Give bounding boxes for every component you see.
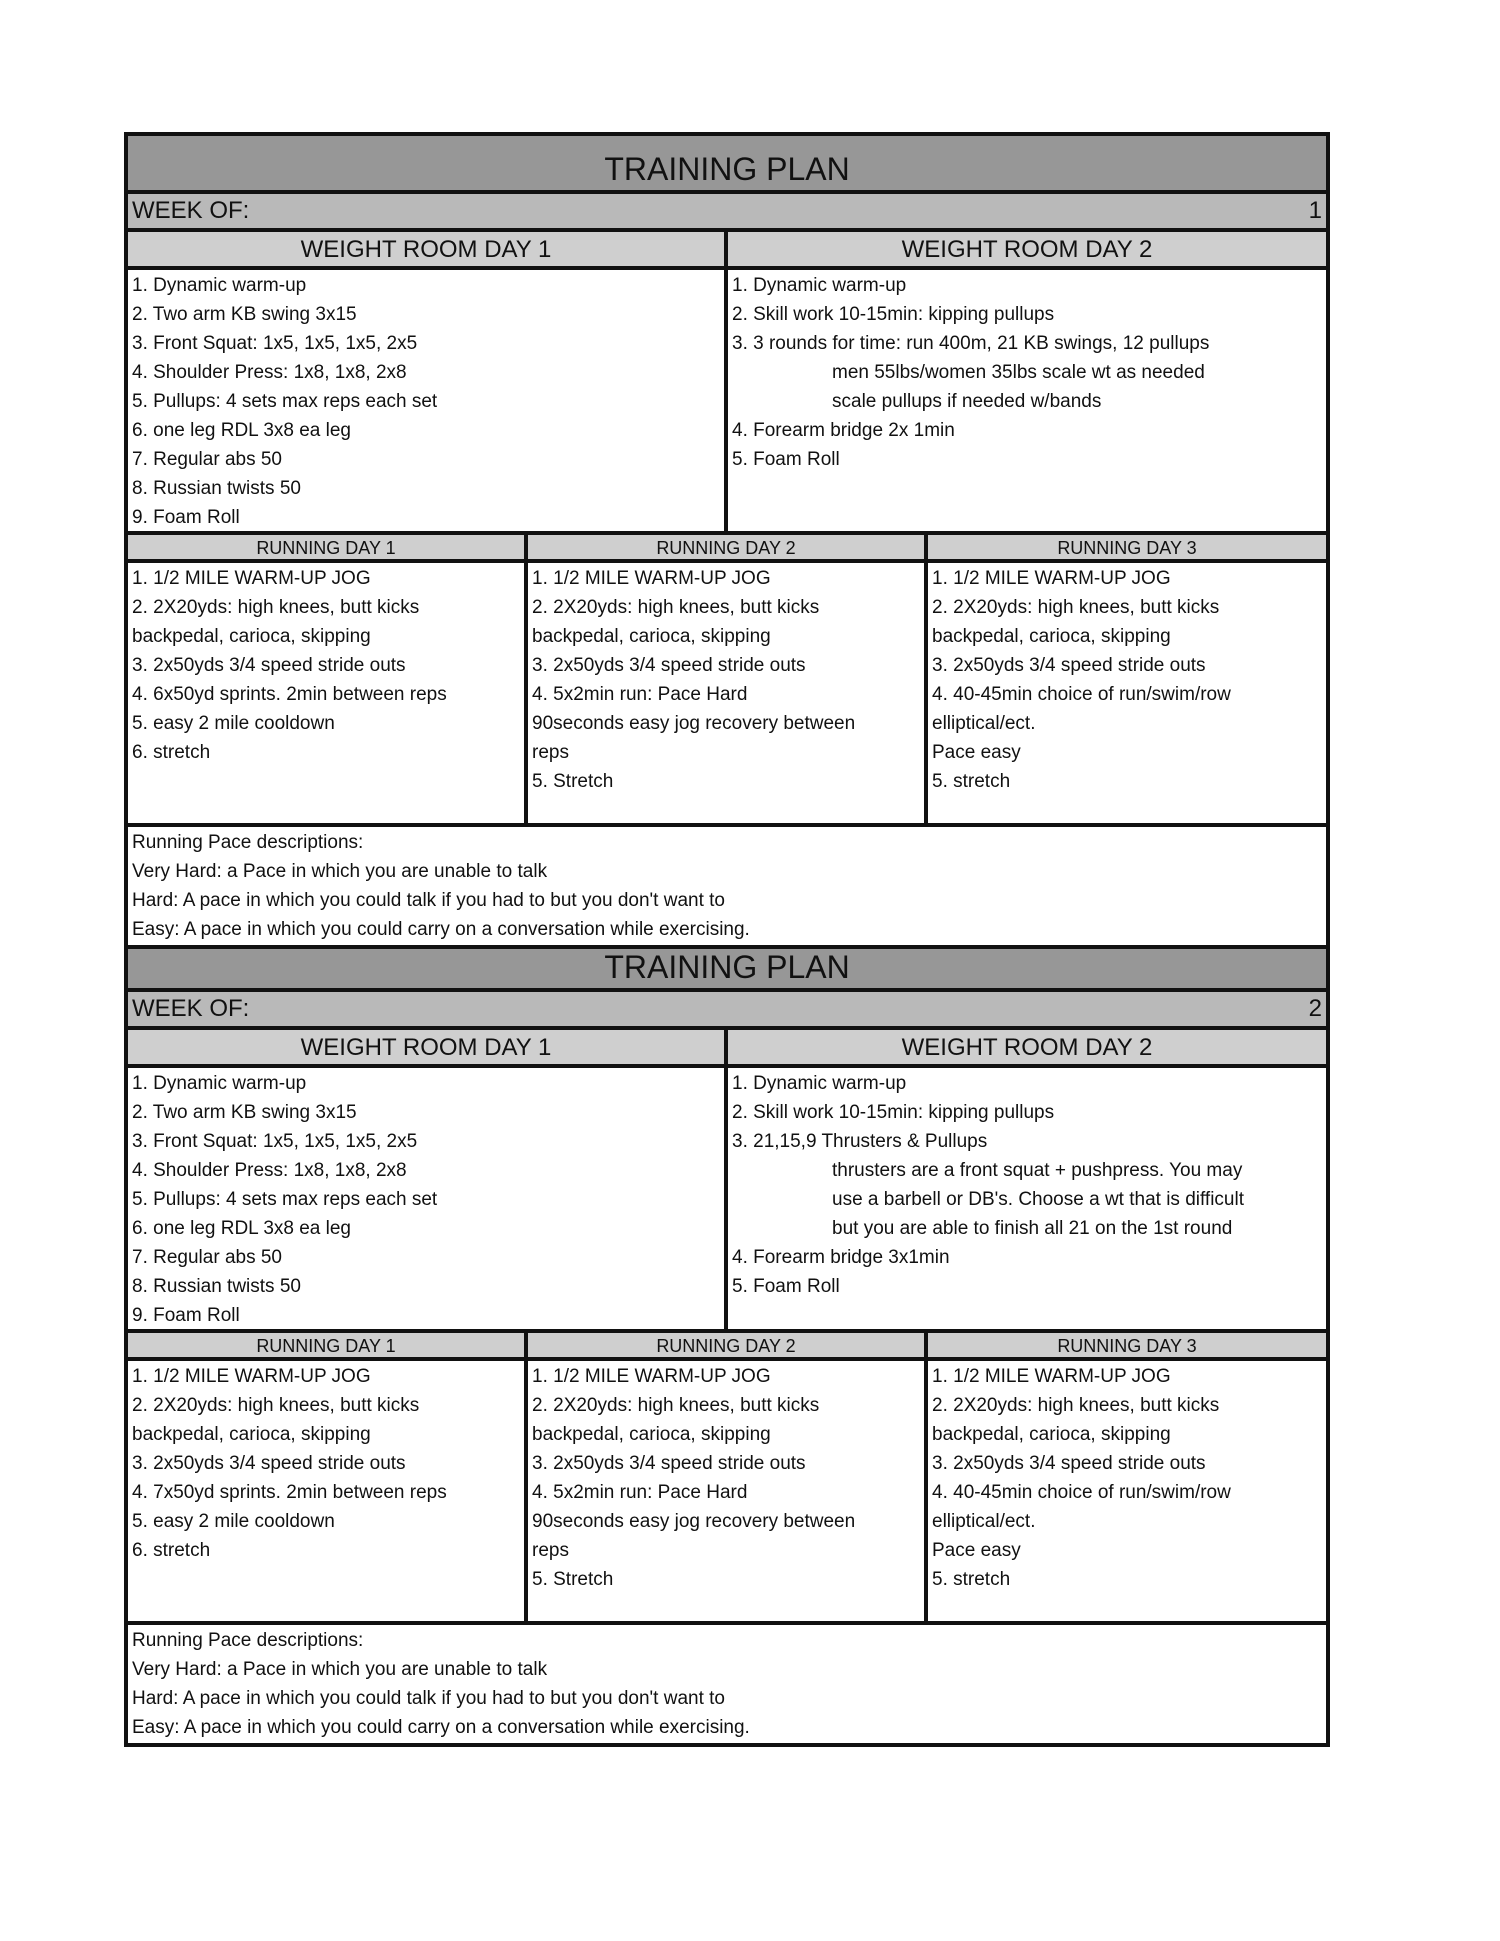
- list-item: backpedal, carioca, skipping: [132, 1424, 371, 1445]
- list-item: 7. Regular abs 50: [132, 1247, 282, 1268]
- list-item: 2. 2X20yds: high knees, butt kicks: [132, 597, 420, 618]
- list-item: 9. Foam Roll: [132, 507, 240, 528]
- running-day-1-header: RUNNING DAY 1: [128, 535, 528, 563]
- list-item: 2. Skill work 10-15min: kipping pullups: [732, 304, 1055, 325]
- list-item: 1. 1/2 MILE WARM-UP JOG: [132, 568, 371, 589]
- list-item: 3. 3 rounds for time: run 400m, 21 KB swings, 12 pullups: [732, 333, 1210, 354]
- list-item: Easy: A pace in which you could carry on a conversation while exercising.: [132, 919, 750, 940]
- list-item: 8. Russian twists 50: [132, 478, 301, 499]
- list-item: 6. stretch: [132, 742, 211, 763]
- list-item: 7. Regular abs 50: [132, 449, 282, 470]
- running-section: [128, 1333, 1326, 1625]
- list-item: 5. stretch: [932, 1569, 1011, 1590]
- list-item: backpedal, carioca, skipping: [932, 1424, 1171, 1445]
- week-label: WEEK OF:: [132, 995, 250, 1022]
- weight-room-day-2-list: [728, 1068, 1326, 1333]
- weight-room-day-1-header: WEIGHT ROOM DAY 1: [128, 1030, 728, 1068]
- list-item: 2. Two arm KB swing 3x15: [132, 1102, 357, 1123]
- list-item: 2. 2X20yds: high knees, butt kicks: [132, 1395, 420, 1416]
- week-number: 2: [1308, 995, 1322, 1022]
- list-item: 1. Dynamic warm-up: [132, 1073, 307, 1094]
- list-item: elliptical/ect.: [932, 1511, 1036, 1532]
- week-row: [128, 992, 1326, 1030]
- running-day-2-list: [528, 563, 928, 827]
- list-item: elliptical/ect.: [932, 713, 1036, 734]
- running-pace-descriptions: [128, 1625, 1326, 1743]
- list-item: 9. Foam Roll: [132, 1305, 240, 1326]
- weight-room-day-1-header: WEIGHT ROOM DAY 1: [128, 232, 728, 270]
- running-day-2-list: [528, 1361, 928, 1625]
- list-item: backpedal, carioca, skipping: [932, 626, 1171, 647]
- list-item: 3. 2x50yds 3/4 speed stride outs: [132, 655, 406, 676]
- week-row: [128, 194, 1326, 232]
- running-day-3-header: RUNNING DAY 3: [928, 535, 1326, 563]
- list-item: backpedal, carioca, skipping: [532, 626, 771, 647]
- running-day-1-header: RUNNING DAY 1: [128, 1333, 528, 1361]
- list-item: 4. Forearm bridge 3x1min: [732, 1247, 950, 1268]
- list-item: 2. 2X20yds: high knees, butt kicks: [932, 1395, 1220, 1416]
- list-item: 2. 2X20yds: high knees, butt kicks: [532, 597, 820, 618]
- running-pace-descriptions: [128, 827, 1326, 945]
- weight-room-section: [128, 1030, 1326, 1333]
- list-item: 6. stretch: [132, 1540, 211, 1561]
- list-item: 1. 1/2 MILE WARM-UP JOG: [532, 1366, 771, 1387]
- list-item: Hard: A pace in which you could talk if you had to but you don't want to: [132, 1688, 725, 1709]
- training-plan-week-1: [124, 132, 1330, 945]
- list-item: reps: [532, 1540, 569, 1561]
- list-item: 5. Stretch: [532, 1569, 614, 1590]
- list-item: 4. Shoulder Press: 1x8, 1x8, 2x8: [132, 1160, 407, 1181]
- list-item: 2. 2X20yds: high knees, butt kicks: [532, 1395, 820, 1416]
- list-item: 3. 21,15,9 Thrusters & Pullups: [732, 1131, 988, 1152]
- plan-title-text: TRAINING PLAN: [604, 151, 850, 187]
- list-item: 1. Dynamic warm-up: [732, 275, 907, 296]
- list-item: but you are able to finish all 21 on the 1st round: [832, 1218, 1233, 1239]
- list-item: Very Hard: a Pace in which you are unable to talk: [132, 1659, 548, 1680]
- running-day-1-list: [128, 1361, 528, 1625]
- list-item: 2. Two arm KB swing 3x15: [132, 304, 357, 325]
- list-item: 5. Pullups: 4 sets max reps each set: [132, 1189, 438, 1210]
- list-item: Hard: A pace in which you could talk if you had to but you don't want to: [132, 890, 725, 911]
- list-item: 2. Skill work 10-15min: kipping pullups: [732, 1102, 1055, 1123]
- list-item: thrusters are a front squat + pushpress. You may: [832, 1160, 1243, 1181]
- list-item: 1. 1/2 MILE WARM-UP JOG: [932, 1366, 1171, 1387]
- list-item: 3. Front Squat: 1x5, 1x5, 1x5, 2x5: [132, 333, 418, 354]
- list-item: reps: [532, 742, 569, 763]
- list-item: Running Pace descriptions:: [132, 832, 364, 853]
- list-item: 1. Dynamic warm-up: [732, 1073, 907, 1094]
- list-item: Pace easy: [932, 742, 1021, 763]
- training-plan-week-2: [124, 945, 1330, 1747]
- list-item: 5. stretch: [932, 771, 1011, 792]
- weight-room-day-1-list: [128, 270, 728, 535]
- list-item: 8. Russian twists 50: [132, 1276, 301, 1297]
- plan-title-text: TRAINING PLAN: [604, 949, 850, 985]
- week-label: WEEK OF:: [132, 197, 250, 224]
- list-item: 3. 2x50yds 3/4 speed stride outs: [932, 655, 1206, 676]
- list-item: 3. Front Squat: 1x5, 1x5, 1x5, 2x5: [132, 1131, 418, 1152]
- list-item: 5. easy 2 mile cooldown: [132, 713, 335, 734]
- list-item: 3. 2x50yds 3/4 speed stride outs: [932, 1453, 1206, 1474]
- list-item: Very Hard: a Pace in which you are unable to talk: [132, 861, 548, 882]
- running-day-3-header: RUNNING DAY 3: [928, 1333, 1326, 1361]
- list-item: 3. 2x50yds 3/4 speed stride outs: [532, 655, 806, 676]
- list-item: 4. 7x50yd sprints. 2min between reps: [132, 1482, 447, 1503]
- weight-room-section: [128, 232, 1326, 535]
- list-item: 90seconds easy jog recovery between: [532, 713, 856, 734]
- list-item: backpedal, carioca, skipping: [132, 626, 371, 647]
- running-section: [128, 535, 1326, 827]
- list-item: 5. Stretch: [532, 771, 614, 792]
- list-item: 1. Dynamic warm-up: [132, 275, 307, 296]
- list-item: use a barbell or DB's. Choose a wt that is difficult: [832, 1189, 1244, 1210]
- running-day-3-list: [928, 563, 1326, 827]
- weight-room-day-2-header: WEIGHT ROOM DAY 2: [728, 232, 1326, 270]
- list-item: 6. one leg RDL 3x8 ea leg: [132, 420, 352, 441]
- list-item: 4. 40-45min choice of run/swim/row: [932, 684, 1231, 705]
- list-item: 4. 5x2min run: Pace Hard: [532, 684, 748, 705]
- week-number: 1: [1308, 197, 1322, 224]
- list-item: men 55lbs/women 35lbs scale wt as needed: [832, 362, 1205, 383]
- plan-title: [128, 949, 1326, 992]
- weight-room-day-1-list: [128, 1068, 728, 1333]
- list-item: 5. Pullups: 4 sets max reps each set: [132, 391, 438, 412]
- list-item: 2. 2X20yds: high knees, butt kicks: [932, 597, 1220, 618]
- list-item: Easy: A pace in which you could carry on a conversation while exercising.: [132, 1717, 750, 1738]
- list-item: scale pullups if needed w/bands: [832, 391, 1102, 412]
- list-item: 3. 2x50yds 3/4 speed stride outs: [532, 1453, 806, 1474]
- running-day-2-header: RUNNING DAY 2: [528, 535, 928, 563]
- running-day-2-header: RUNNING DAY 2: [528, 1333, 928, 1361]
- weight-room-day-2-header: WEIGHT ROOM DAY 2: [728, 1030, 1326, 1068]
- list-item: 90seconds easy jog recovery between: [532, 1511, 856, 1532]
- list-item: backpedal, carioca, skipping: [532, 1424, 771, 1445]
- running-day-1-list: [128, 563, 528, 827]
- list-item: 6. one leg RDL 3x8 ea leg: [132, 1218, 352, 1239]
- list-item: 5. Foam Roll: [732, 449, 840, 470]
- list-item: 4. Forearm bridge 2x 1min: [732, 420, 955, 441]
- list-item: 4. 40-45min choice of run/swim/row: [932, 1482, 1231, 1503]
- list-item: 5. Foam Roll: [732, 1276, 840, 1297]
- list-item: Pace easy: [932, 1540, 1021, 1561]
- running-day-3-list: [928, 1361, 1326, 1625]
- list-item: 1. 1/2 MILE WARM-UP JOG: [132, 1366, 371, 1387]
- list-item: 1. 1/2 MILE WARM-UP JOG: [532, 568, 771, 589]
- weight-room-day-2-list: [728, 270, 1326, 535]
- list-item: 4. 6x50yd sprints. 2min between reps: [132, 684, 447, 705]
- plan-title: [128, 136, 1326, 194]
- list-item: 5. easy 2 mile cooldown: [132, 1511, 335, 1532]
- list-item: 4. Shoulder Press: 1x8, 1x8, 2x8: [132, 362, 407, 383]
- list-item: 3. 2x50yds 3/4 speed stride outs: [132, 1453, 406, 1474]
- list-item: 4. 5x2min run: Pace Hard: [532, 1482, 748, 1503]
- list-item: Running Pace descriptions:: [132, 1630, 364, 1651]
- list-item: 1. 1/2 MILE WARM-UP JOG: [932, 568, 1171, 589]
